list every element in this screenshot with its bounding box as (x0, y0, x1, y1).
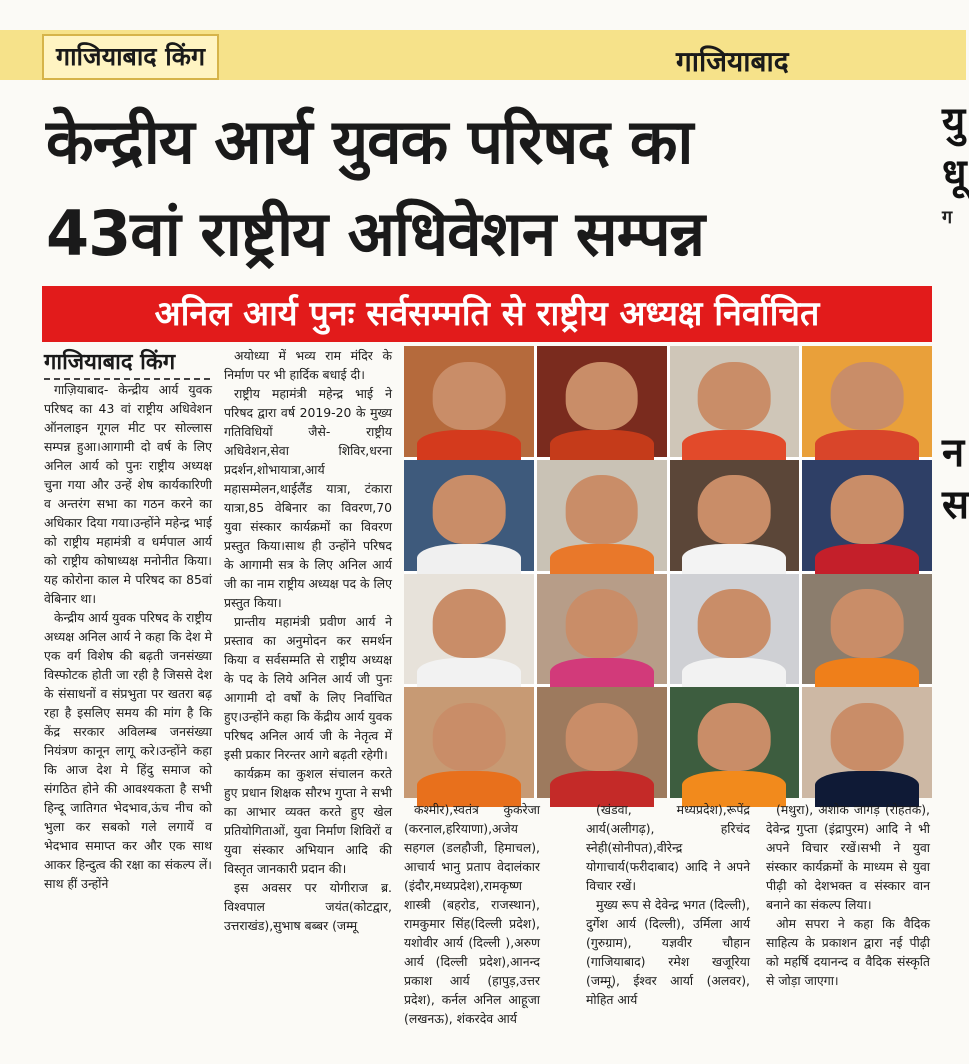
participant-face (433, 362, 506, 431)
participant-face (698, 703, 771, 772)
city-label: गाजियाबाद (676, 45, 789, 78)
paragraph: प्रान्तीय महामंत्री प्रवीण आर्य ने प्रस्ताव का अनुमोदन कर समर्थन किया व सर्वसम्मति से राष्ट्रीय अध्यक्ष के पद के लिये अनिल आर्य जी पुनः आगामी दो वर्षों के लिए निर्वाचित हुए।उन्होंने कहा कि केंद्रीय आर्य युवक परिषद अनिल आर्य जी के नेतृत्व में इसी प्रकार निरन्तर आगे बढ़ती रहेगी। (224, 614, 392, 762)
participant-face (698, 362, 771, 431)
participant-photo (802, 687, 932, 798)
paragraph: (खंडवा, मध्यप्रदेश),रूपेंद्र आर्य(अलीगढ़), हरिचंद स्नेही(सोनीपत),वीरेन्द्र योगाचार्य(फरीदाबाद) आदि ने अपने विचार रखें। (586, 802, 750, 893)
paragraph: गाज़ियाबाद- केन्द्रीय आर्य युवक परिषद का 43 वां राष्ट्रीय अधिवेशन ऑनलाइन गूगल मीट पर सोल्लास सम्पन्न हुआ।आगामी दो वर्ष के लिए अनिल आर्य को पुनः राष्ट्रीय अध्यक्ष चुना गया और उन्हें शेष कार्यकारिणी व अन्तरंग सभा का गठन करने का अधिकार दिया गया।उन्होंने महेन्द्र भाई को राष्ट्रीय महामंत्री व धर्मपाल आर्य को राष्ट्रीय कोषाध्यक्ष मनोनीत किया।यह कोरोना काल मे परिषद का 85वां वेबिनार था। (44, 382, 212, 606)
participant-face (433, 703, 506, 772)
article-column-3 (404, 800, 540, 1028)
participant-face (565, 703, 638, 772)
participant-photo (670, 574, 800, 685)
participant-face (698, 475, 771, 544)
paragraph: इस अवसर पर योगीराज ब्र. विश्वपाल जयंत(कोटद्वार, उत्तराखंड),सुभाष बब्बर (जम्मू (224, 880, 392, 933)
participant-photo (404, 687, 534, 798)
paragraph: ओम सपरा ने कहा कि वैदिक साहित्य के प्रकाशन द्वारा नई पीढ़ी को महर्षि दयानन्द व वैदिक संस्कृति से जोड़ा जाएगा। (766, 916, 930, 988)
paragraph: कार्यक्रम का कुशल संचालन करते हुए प्रधान शिक्षक सौरभ गुप्ता ने सभी का आभार व्यक्त करते हुए खेल प्रतियोगिताओं, युवा निर्माण शिविरों व युवा संस्कार अभियान आदि की विस्तृत जानकारी प्रदान की। (224, 766, 392, 876)
paragraph: राष्ट्रीय महामंत्री महेन्द्र भाई ने परिषद द्वारा वर्ष 2019-20 के मुख्य गतिविधियों जैसे- राष्ट्रीय अधिवेशन,सेवा शिविर,धरना प्रदर्शन,शोभायात्रा,आर्य महासम्मेलन,थाईलैंड यात्रा, टंकारा यात्रा,85 वेबिनार का विवरण,70 युवा संस्कार कार्यक्रमों का विवरण प्रस्तुत किया।साथ ही उन्होंने परिषद के आगामी सत्र के लिए अनिल आर्य जी का नाम राष्ट्रीय अध्यक्ष पद के लिए प्रस्तुत किया। (224, 386, 392, 610)
participant-face (698, 589, 771, 658)
participant-photo (802, 574, 932, 685)
participant-photo (537, 574, 667, 685)
paragraph: कश्मीर),स्वतंत्र कुकरेजा (करनाल,हरियाणा),अजेय सहगल (डलहौजी, हिमाचल), आचार्य भानु प्रताप वेदालंकार (इंदौर,मध्यप्रदेश),रामकृष्ण शास्त्री (बहरोड, राजस्थान), रामकुमार सिंह(दिल्ली प्रदेश), यशोवीर आर्य (दिल्ली ),अरुण आर्य (दिल्ली प्रदेश),आनन्द प्रकाश आर्य (हापुड़,उत्तर प्रदेश), कर्नल अनिल आहूजा (लखनऊ), शंकरदेव आर्य (404, 802, 540, 1026)
participant-face (565, 589, 638, 658)
participant-face (831, 589, 904, 658)
participant-photo (404, 460, 534, 571)
participant-photo (537, 346, 667, 457)
adjacent-headline-fragment: न (942, 430, 965, 476)
participant-photo (537, 460, 667, 571)
headline-line-2: 43वां राष्ट्रीय अधिवेशन सम्पन्न (46, 197, 705, 270)
participant-photo (802, 346, 932, 457)
participant-photo (670, 460, 800, 571)
article-column-4 (586, 800, 750, 1009)
participant-photo (670, 687, 800, 798)
adjacent-headline-fragment: धू (942, 151, 967, 197)
paragraph: अयोध्या में भव्य राम मंदिर के निर्माण पर भी हार्दिक बधाई दी। (224, 348, 392, 382)
participant-face (831, 362, 904, 431)
participant-photo (404, 574, 534, 685)
paragraph: केन्द्रीय आर्य युवक परिषद के राष्ट्रीय अध्यक्ष अनिल आर्य ने कहा कि देश मे एक वर्ग विशेष की बढ़ती जनसंख्या विस्फोटक होती जा रही है जिससे देश के संसाधनों व संप्रभुता पर खतरा बढ़ रहा है इसलिए समय की मांग है कि केंद्र सरकार अविलम्ब जनसंख्या नियंत्रण कानून लागू करे।उन्होंने कहा कि आज देश मे हिंदु समाज को संगठित होने की आवश्यकता है सभी हिन्दू जातिगत भेदभाव,ऊंच नीच को भुला कर सबको गले लगायें व भेदभाव समाप्त कर और एक साथ आकर हिन्दुत्व की रक्षा का संकल्प लें।साथ हीं उन्होंने (44, 610, 212, 891)
paragraph: (मथुरा), अशोक जागड़ (रोहतक), देवेन्द्र गुप्ता (इंद्रापुरम) आदि ने भी अपने विचार रखें।सभी ने युवा संस्कार कार्यक्रमों के माध्यम से युवा पीढ़ी को देशभक्त व संस्कार वान बनाने का संकल्प लिया। (766, 802, 930, 912)
adjacent-subhead-fragment: ग (942, 207, 953, 228)
article-column-5 (766, 800, 930, 990)
participant-face (433, 475, 506, 544)
adjacent-headline-fragment: स (942, 482, 969, 528)
publication-brand: गाजियाबाद किंग (42, 34, 219, 80)
paragraph: मुख्य रूप से देवेन्द्र भगत (दिल्ली), दुर्गेश आर्य (दिल्ली), उर्मिला आर्य (गुरुग्राम), यज्ञवीर चौहान (गाजियाबाद) रमेश खजूरिया (जम्मू), ईश्वर आर्या (अलवर), मोहित आर्य (586, 897, 750, 1007)
adjacent-article-strip (942, 96, 969, 1064)
participant-face (433, 589, 506, 658)
headline-line-1: केन्द्रीय आर्य युवक परिषद का (46, 105, 693, 178)
participant-photo (802, 460, 932, 571)
participants-photo-grid (404, 346, 932, 798)
participant-face (831, 703, 904, 772)
article-byline: गाजियाबाद किंग (44, 348, 210, 380)
adjacent-headline-fragment: यु (942, 99, 966, 145)
participant-photo (404, 346, 534, 457)
subheadline: अनिल आर्य पुनः सर्वसम्मति से राष्ट्रीय अध्यक्ष निर्वाचित (154, 294, 820, 334)
headline (46, 96, 938, 280)
participant-face (831, 475, 904, 544)
article-column-2 (224, 346, 392, 935)
article-column-1 (44, 380, 212, 893)
participant-face (565, 475, 638, 544)
participant-photo (670, 346, 800, 457)
participant-face (565, 362, 638, 431)
participant-photo (537, 687, 667, 798)
